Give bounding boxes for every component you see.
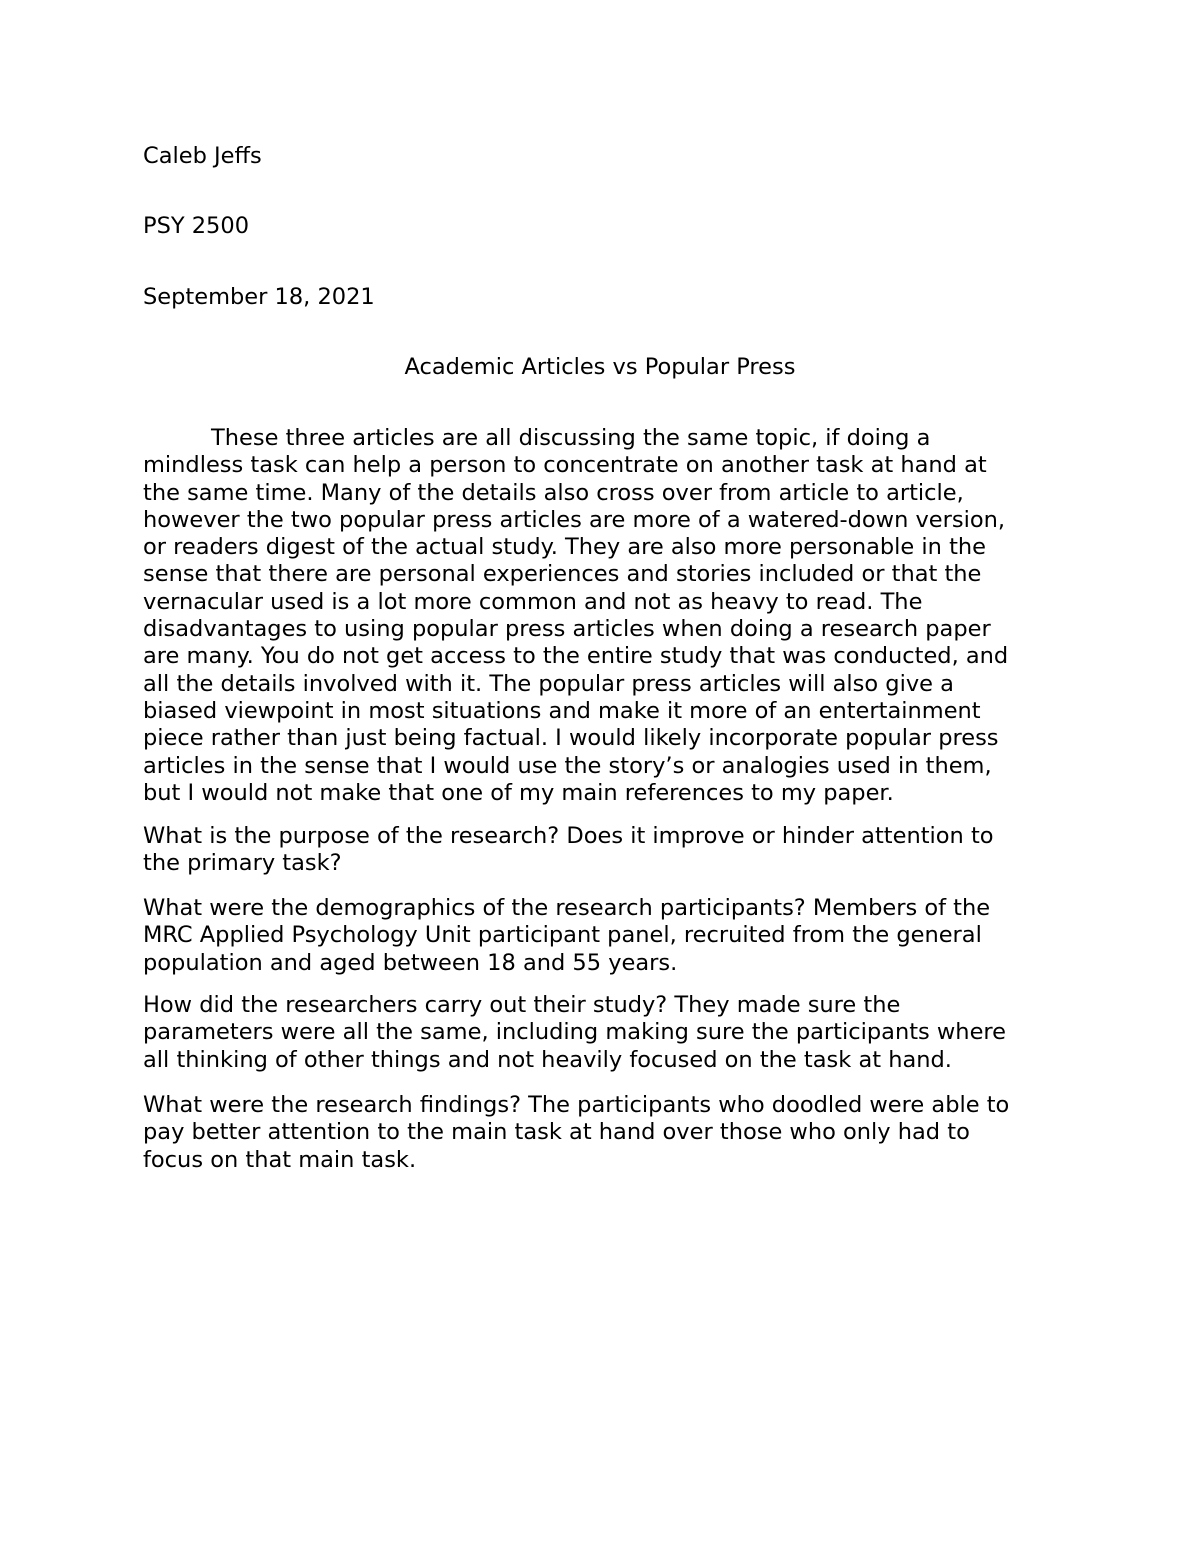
paragraph-line: disadvantages to using popular press articles when doing a research paper (143, 616, 991, 643)
paragraph-line: the same time. Many of the details also cross over from article to article, (143, 479, 964, 506)
paragraph-line: or readers digest of the actual study. They are also more personable in the (143, 534, 987, 561)
question-demographics (143, 895, 1063, 977)
paragraph-line: vernacular used is a lot more common and not as heavy to read. The (143, 588, 923, 615)
paragraph-line: population and aged between 18 and 55 years. (143, 949, 678, 976)
paragraph-line: sense that there are personal experiences and stories included or that the (143, 561, 982, 588)
paragraph-line: mindless task can help a person to concentrate on another task at hand at (143, 452, 987, 479)
paragraph-line: What were the demographics of the research participants? Members of the (143, 895, 991, 921)
paragraph-line: however the two popular press articles are more of a watered-down version, (143, 506, 1006, 533)
question-findings (143, 1092, 1063, 1174)
paragraph-line: biased viewpoint in most situations and make it more of an entertainment (143, 697, 981, 724)
paragraph-line: articles in the sense that I would use the story’s or analogies used in them, (143, 752, 992, 779)
course-code: PSY 2500 (143, 213, 250, 239)
document-title: Academic Articles vs Popular Press (404, 354, 796, 380)
author-name: Caleb Jeffs (143, 143, 262, 169)
document-date: September 18, 2021 (143, 284, 375, 310)
paragraph-line: are many. You do not get access to the entire study that was conducted, and (143, 643, 1009, 670)
paragraph-line: all the details involved with it. The popular press articles will also give a (143, 670, 954, 697)
body-paragraph-1 (143, 425, 1063, 807)
paragraph-line: focus on that main task. (143, 1146, 417, 1173)
paragraph-line: What is the purpose of the research? Does it improve or hinder attention to (143, 823, 994, 849)
question-purpose (143, 823, 1063, 878)
paragraph-line: but I would not make that one of my main references to my paper. (143, 779, 894, 806)
paragraph-line: These three articles are all discussing the same topic, if doing a (211, 425, 931, 451)
paragraph-line: How did the researchers carry out their study? They made sure the (143, 992, 901, 1018)
paragraph-line: What were the research findings? The participants who doodled were able to (143, 1092, 1010, 1118)
paragraph-line: pay better attention to the main task at hand over those who only had to (143, 1119, 970, 1146)
paragraph-line: MRC Applied Psychology Unit participant panel, recruited from the general (143, 922, 982, 949)
question-method (143, 992, 1063, 1074)
paragraph-line: parameters were all the same, including making sure the participants where (143, 1019, 1007, 1046)
paragraph-line: piece rather than just being factual. I would likely incorporate popular press (143, 725, 999, 752)
paragraph-line: all thinking of other things and not heavily focused on the task at hand. (143, 1046, 952, 1073)
paragraph-line: the primary task? (143, 850, 342, 877)
